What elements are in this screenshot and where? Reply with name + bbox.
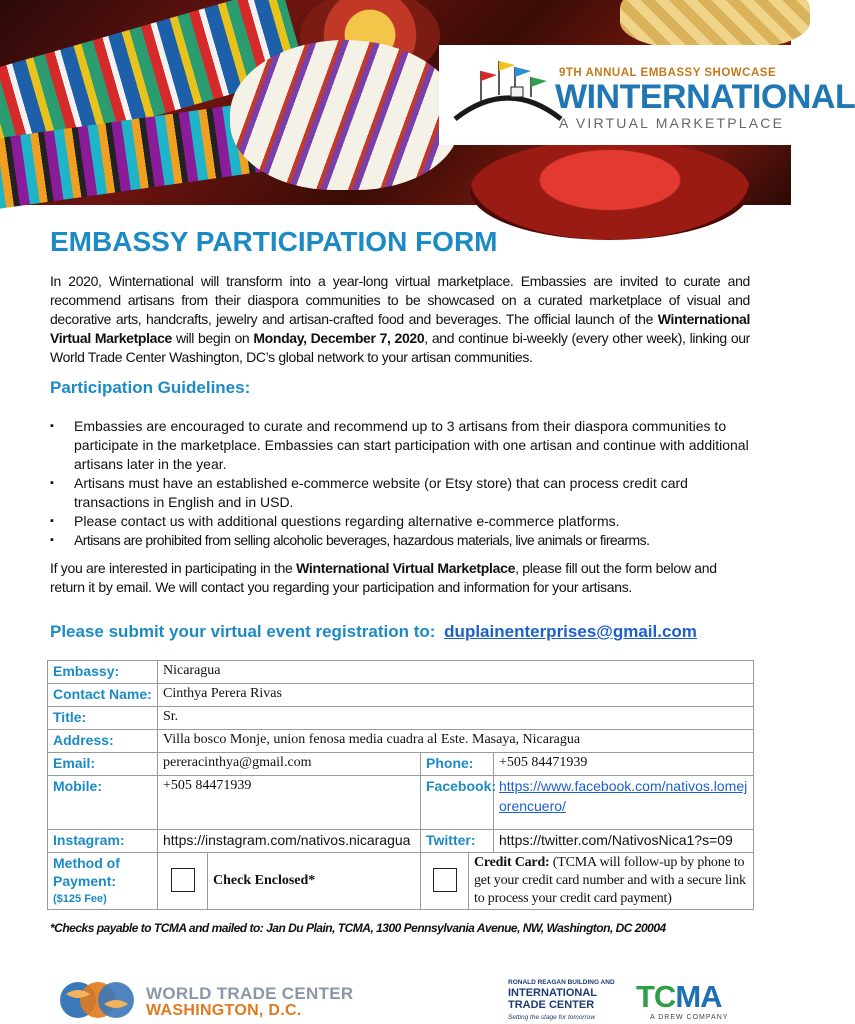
mobile-label: Mobile: xyxy=(48,776,158,830)
wtc-logo xyxy=(58,978,354,1024)
craft-image xyxy=(620,0,810,50)
contact-name-field[interactable]: Cinthya Perera Rivas xyxy=(158,684,754,707)
payable-note: *Checks payable to TCMA and mailed to: Jan Du Plain, TCMA, 1300 Pennsylvania Avenue, NW, Washington, DC 20004 xyxy=(50,921,666,935)
form-row-payment xyxy=(48,853,754,910)
title-label: Title: xyxy=(48,707,158,730)
winternational-logo xyxy=(439,45,855,145)
instagram-label: Instagram: xyxy=(48,830,158,853)
payment-fee: ($125 Fee) xyxy=(53,893,107,905)
payment-label: Method of Payment: xyxy=(53,855,120,889)
intro-text: will begin on xyxy=(171,330,254,346)
form-row-title xyxy=(48,707,754,730)
check-enclosed-checkbox[interactable] xyxy=(171,868,195,892)
wtc-location: WASHINGTON, D.C. xyxy=(146,1002,302,1019)
credit-card-cell xyxy=(421,853,469,910)
submit-email-link[interactable]: duplainenterprises@gmail.com xyxy=(444,622,697,641)
itc-top-text: RONALD REAGAN BUILDING AND xyxy=(508,979,615,986)
embassy-field[interactable]: Nicaragua xyxy=(158,661,754,684)
itc-logo xyxy=(508,979,620,1023)
phone-field[interactable]: +505 84471939 xyxy=(494,753,754,776)
intro-bold-marketplace: Winternational Virtual Marketplace xyxy=(50,311,750,346)
facebook-link[interactable]: https://www.facebook.com/nativos.lomejorencuero/ xyxy=(499,778,748,814)
submit-instruction xyxy=(50,622,697,642)
logo-showcase-text: 9TH ANNUAL EMBASSY SHOWCASE xyxy=(559,67,777,79)
email-field[interactable]: pereracinthya@gmail.com xyxy=(158,753,421,776)
closing-paragraph xyxy=(50,559,750,597)
logo-title: WINTERNATIONAL xyxy=(555,78,855,116)
registration-form xyxy=(47,660,754,910)
wtc-globe-icon xyxy=(58,980,136,1020)
tcma-subtitle: A DREW COMPANY xyxy=(650,1014,729,1021)
check-cell xyxy=(158,853,208,910)
ornament-image xyxy=(470,140,750,240)
instagram-field[interactable]: https://instagram.com/nativos.nicaragua xyxy=(158,830,421,853)
flags-logo-icon xyxy=(453,57,563,125)
title-field[interactable]: Sr. xyxy=(158,707,754,730)
page-title: EMBASSY PARTICIPATION FORM xyxy=(50,226,498,257)
contact-name-label: Contact Name: xyxy=(48,684,158,707)
credit-card-note: (TCMA will follow-up by phone to get your credit card number and with a secure link to process your credit card payment) xyxy=(474,855,746,906)
form-row-mobile xyxy=(48,776,754,830)
facebook-field xyxy=(494,776,754,830)
woven-hat-image xyxy=(230,40,460,190)
credit-card-checkbox[interactable] xyxy=(433,868,457,892)
form-row-email xyxy=(48,753,754,776)
credit-card-description xyxy=(469,853,754,910)
form-row-contact xyxy=(48,684,754,707)
twitter-field[interactable]: https://twitter.com/NativosNica1?s=09 xyxy=(494,830,754,853)
submit-label: Please submit your virtual event registration to: xyxy=(50,622,436,641)
intro-paragraph xyxy=(50,272,750,367)
embassy-label: Embassy: xyxy=(48,661,158,684)
header-banner xyxy=(0,0,855,205)
address-field[interactable]: Villa bosco Monje, union fenosa media cuadra al Este. Masaya, Nicaragua xyxy=(158,730,754,753)
intro-text: In 2020, Winternational will transform into a year-long virtual marketplace. Embassies are invited to curate and recommend artisans from their diaspora communities to be showcased on a curated marketplace of visual and decorative arts, handcrafts, jewelry and artisan-crafted food and beverages. The official launch of the xyxy=(50,273,750,327)
facebook-label: Facebook: xyxy=(421,776,494,830)
logo-subtitle: A VIRTUAL MARKETPLACE xyxy=(559,115,785,131)
guideline-item: ▪ Artisans are prohibited from selling alcoholic beverages, hazardous materials, live animals or firearms. xyxy=(50,531,750,550)
tcma-logo xyxy=(636,980,746,1024)
wtc-name: WORLD TRADE CENTER xyxy=(146,984,354,1003)
form-row-address xyxy=(48,730,754,753)
address-label: Address: xyxy=(48,730,158,753)
guideline-item: ▪ Artisans must have an established e-commerce website (or Etsy store) that can process credit card transactions in English and in USD. xyxy=(50,474,750,512)
email-label: Email: xyxy=(48,753,158,776)
closing-text: If you are interested in participating in the xyxy=(50,560,297,576)
closing-bold: Winternational Virtual Marketplace xyxy=(296,560,516,576)
form-row-embassy xyxy=(48,661,754,684)
form-row-social xyxy=(48,830,754,853)
phone-label: Phone: xyxy=(421,753,494,776)
guidelines-heading: Participation Guidelines: xyxy=(50,378,251,397)
itc-name-line2: TRADE CENTER xyxy=(508,999,595,1011)
guideline-item: ▪ Embassies are encouraged to curate and recommend up to 3 artisans from their diaspora communities to participate in the marketplace. Embassies can start participation with one artisan and continue with additional artisans later in the year. xyxy=(50,417,750,474)
closing-text: , please fill out the form below and return it by email. We will contact you regarding your participation and information for your artisans. xyxy=(50,560,717,595)
tcma-wordmark: TCMA xyxy=(636,979,722,1014)
intro-text: , and continue bi-weekly (every other week), linking our World Trade Center Washington, DC’s global network to your artisan communities. xyxy=(50,330,750,365)
check-enclosed-label: Check Enclosed* xyxy=(208,853,421,910)
intro-bold-date: Monday, December 7, 2020 xyxy=(253,330,425,346)
itc-name-line1: INTERNATIONAL xyxy=(508,987,598,999)
twitter-label: Twitter: xyxy=(421,830,494,853)
mobile-field[interactable]: +505 84471939 xyxy=(158,776,421,830)
itc-tagline: Setting the stage for tomorrow xyxy=(508,1014,596,1021)
guidelines-list xyxy=(50,417,750,550)
payment-label-cell xyxy=(48,853,158,910)
credit-card-label: Credit Card: xyxy=(474,855,550,870)
guideline-item: ▪ Please contact us with additional questions regarding alternative e-commerce platforms. xyxy=(50,512,750,531)
